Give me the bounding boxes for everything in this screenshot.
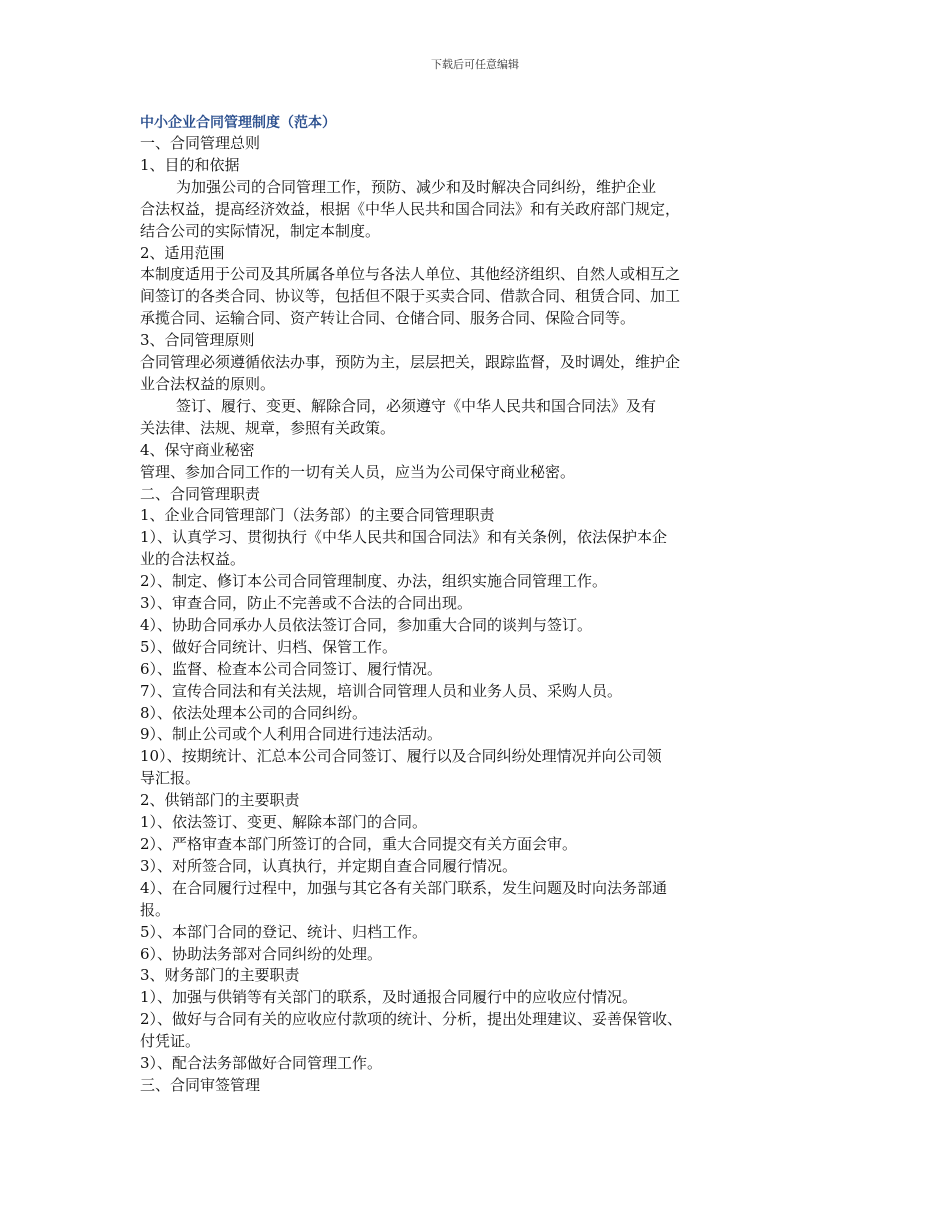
text-line: 间签订的各类合同、协议等，包括但不限于买卖合同、借款合同、租赁合同、加工 (140, 287, 681, 306)
text-line: 二、合同管理职责 (140, 484, 261, 503)
text-line: 业合法权益的原则。 (140, 374, 276, 393)
text-line: 关法律、法规、规章，参照有关政策。 (140, 418, 396, 437)
text-line: 9）、制止公司或个人利用合同进行违法活动。 (140, 725, 443, 744)
text-line: 7）、宣传合同法和有关法规，培训合同管理人员和业务人员、采购人员。 (140, 681, 623, 700)
text-line: 合法权益，提高经济效益，根据《中华人民共和国合同法》和有关政府部门规定， (140, 199, 681, 218)
text-line: 三、合同审签管理 (140, 1075, 261, 1094)
text-line: 3）、审查合同，防止不完善或不合法的合同出现。 (140, 594, 473, 613)
text-line: 1）、加强与供销等有关部门的联系，及时通报合同履行中的应收应付情况。 (140, 988, 638, 1007)
text-line: 报。 (140, 900, 171, 919)
document-body (140, 114, 820, 1097)
text-line: 合同管理必须遵循依法办事，预防为主，层层把关，跟踪监督，及时调处，维护企 (140, 353, 681, 372)
text-line: 承揽合同、运输合同、资产转让合同、仓储合同、服务合同、保险合同等。 (140, 309, 636, 328)
document-lines (140, 133, 820, 1097)
text-line: 8）、依法处理本公司的合同纠纷。 (140, 703, 368, 722)
text-line: 4、保守商业秘密 (140, 440, 255, 459)
text-line: 1）、认真学习、贯彻执行《中华人民共和国合同法》和有关条例，依法保护本企 (140, 528, 668, 547)
text-line: 签订、履行、变更、解除合同，必须遵守《中华人民共和国合同法》及有 (176, 396, 657, 415)
text-line: 2）、制定、修订本公司合同管理制度、办法，组织实施合同管理工作。 (140, 572, 608, 591)
text-line: 6）、协助法务部对合同纠纷的处理。 (140, 944, 383, 963)
text-line: 6）、监督、检查本公司合同签订、履行情况。 (140, 659, 443, 678)
page-header: 下载后可任意编辑 (431, 58, 519, 71)
text-line: 1、企业合同管理部门（法务部）的主要合同管理职责 (140, 506, 495, 525)
text-line: 5）、本部门合同的登记、统计、归档工作。 (140, 922, 428, 941)
text-line: 管理、参加合同工作的一切有关人员，应当为公司保守商业秘密。 (140, 462, 576, 481)
text-line: 本制度适用于公司及其所属各单位与各法人单位、其他经济组织、自然人或相互之 (140, 265, 681, 284)
text-line: 5）、做好合同统计、归档、保管工作。 (140, 637, 398, 656)
text-line: 3）、配合法务部做好合同管理工作。 (140, 1054, 383, 1073)
document-title: 中小企业合同管理制度（范本） (140, 115, 336, 131)
text-line: 2、适用范围 (140, 243, 225, 262)
text-line: 导汇报。 (140, 769, 201, 788)
text-line: 3、财务部门的主要职责 (140, 966, 300, 985)
text-line: 一、合同管理总则 (140, 134, 261, 152)
text-line: 3）、对所签合同，认真执行，并定期自查合同履行情况。 (140, 856, 518, 875)
text-line: 1）、依法签订、变更、解除本部门的合同。 (140, 813, 428, 832)
text-line: 业的合法权益。 (140, 550, 246, 569)
text-line: 10）、按期统计、汇总本公司合同签订、履行以及合同纠纷处理情况并向公司领 (140, 747, 662, 766)
text-line: 为加强公司的合同管理工作，预防、减少和及时解决合同纠纷，维护企业 (176, 177, 657, 196)
text-line: 2）、严格审查本部门所签订的合同，重大合同提交有关方面会审。 (140, 835, 578, 853)
text-line: 2、供销部门的主要职责 (140, 791, 300, 810)
text-line: 4）、在合同履行过程中，加强与其它各有关部门联系，发生问题及时向法务部通 (140, 878, 668, 897)
text-line: 结合公司的实际情况，制定本制度。 (140, 221, 381, 240)
text-line: 付凭证。 (140, 1032, 201, 1051)
text-line: 4）、协助合同承办人员依法签订合同，参加重大合同的谈判与签订。 (140, 615, 593, 634)
text-line: 3、合同管理原则 (140, 331, 255, 350)
text-line: 2）、做好与合同有关的应收应付款项的统计、分析，提出处理建议、妥善保管收、 (140, 1010, 683, 1029)
text-line: 1、目的和依据 (140, 155, 240, 174)
